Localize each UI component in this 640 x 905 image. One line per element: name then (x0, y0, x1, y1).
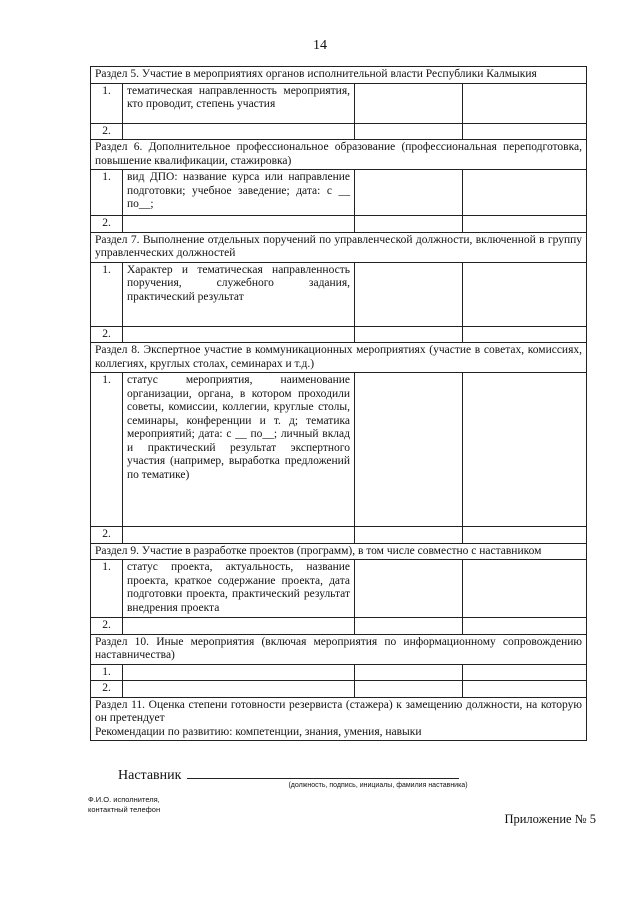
section-11-cell (91, 697, 587, 741)
row-number: 2. (91, 681, 123, 698)
row-number: 1. (91, 373, 123, 527)
table-row (91, 216, 587, 233)
blank-cell[interactable] (355, 326, 463, 343)
section-header-row (91, 543, 587, 560)
row-number: 1. (91, 262, 123, 326)
blank-cell[interactable] (463, 216, 587, 233)
blank-cell[interactable] (355, 170, 463, 216)
table-row (91, 618, 587, 635)
row-description: тематическая направленность мероприятия, кто проводит, степень участия (123, 83, 355, 123)
blank-cell[interactable] (463, 83, 587, 123)
table-row (91, 373, 587, 527)
executor-name-label: Ф.И.О. исполнителя, (88, 795, 160, 804)
blank-cell[interactable] (463, 681, 587, 698)
table-row (91, 527, 587, 544)
row-description (123, 326, 355, 343)
blank-cell[interactable] (463, 123, 587, 140)
row-number: 2. (91, 216, 123, 233)
row-description: статус мероприятия, наименование организации, органа, в котором проходили советы, комиссии, коллегии, круглые столы, семинары, конференции и т. д; тематика мероприятий; дата: с __ по__; личный вклад и практический результат экспертного участия (например, выработка предложений по тематике) (123, 373, 355, 527)
table-row (91, 664, 587, 681)
section-header-row (91, 67, 587, 84)
executor-phone-label: контактный телефон (88, 805, 161, 814)
table-row (91, 560, 587, 618)
row-number: 1. (91, 170, 123, 216)
section-title: Раздел 9. Участие в разработке проектов (программ), в том числе совместно с наставником (91, 543, 587, 560)
section-11 (91, 697, 587, 741)
row-description (123, 527, 355, 544)
row-description: вид ДПО: название курса или направление подготовки; учебное заведение; дата: с __ по__; (123, 170, 355, 216)
table-row (91, 170, 587, 216)
blank-cell[interactable] (463, 560, 587, 618)
section-title: Раздел 5. Участие в мероприятиях органов исполнительной власти Республики Калмыкия (91, 67, 587, 84)
section-title: Раздел 6. Дополнительное профессиональное образование (профессиональная переподготовка, повышение квалификации, стажировка) (91, 140, 587, 170)
section-header-row (91, 140, 587, 170)
row-number: 2. (91, 326, 123, 343)
appendix-label: Приложение № 5 (504, 812, 596, 826)
row-number: 2. (91, 527, 123, 544)
blank-cell[interactable] (463, 326, 587, 343)
mentor-label: Наставник (118, 768, 182, 783)
blank-cell[interactable] (355, 216, 463, 233)
row-description (123, 664, 355, 681)
blank-cell[interactable] (355, 527, 463, 544)
table-row (91, 681, 587, 698)
blank-cell[interactable] (463, 373, 587, 527)
signature-caption: (должность, подпись, инициалы, фамилия наставника) (288, 782, 468, 789)
report-table (90, 66, 587, 741)
section-11-recommendations: Рекомендации по развитию: компетенции, знания, умения, навыки (95, 725, 422, 738)
row-number: 1. (91, 664, 123, 681)
blank-cell[interactable] (355, 262, 463, 326)
row-description (123, 618, 355, 635)
section-title: Раздел 7. Выполнение отдельных поручений по управленческой должности, включенной в группу управленческих должностей (91, 232, 587, 262)
table-row (91, 83, 587, 123)
section-header-row (91, 634, 587, 664)
page-number: 14 (313, 38, 327, 53)
blank-cell[interactable] (355, 83, 463, 123)
section-11-row (91, 697, 587, 741)
row-description (123, 681, 355, 698)
table-row (91, 123, 587, 140)
row-number: 1. (91, 83, 123, 123)
row-number: 1. (91, 560, 123, 618)
blank-cell[interactable] (463, 664, 587, 681)
blank-cell[interactable] (463, 527, 587, 544)
row-description (123, 216, 355, 233)
blank-cell[interactable] (355, 123, 463, 140)
blank-cell[interactable] (463, 618, 587, 635)
row-number: 2. (91, 123, 123, 140)
row-description: статус проекта, актуальность, название проекта, краткое содержание проекта, дата подготовки проекта, практический результат внедрения проекта (123, 560, 355, 618)
row-number: 2. (91, 618, 123, 635)
blank-cell[interactable] (355, 373, 463, 527)
report-table-body (91, 67, 587, 698)
section-header-row (91, 232, 587, 262)
blank-cell[interactable] (355, 681, 463, 698)
blank-cell[interactable] (355, 664, 463, 681)
blank-cell[interactable] (463, 170, 587, 216)
section-title: Раздел 10. Иные мероприятия (включая мероприятия по информационному сопровождению наставничества) (91, 634, 587, 664)
section-11-title: Раздел 11. Оценка степени готовности резервиста (стажера) к замещению должности, на которую он претендует (95, 698, 582, 724)
table-row (91, 326, 587, 343)
blank-cell[interactable] (355, 560, 463, 618)
table-row (91, 262, 587, 326)
executor-info (88, 795, 208, 815)
blank-cell[interactable] (355, 618, 463, 635)
blank-cell[interactable] (463, 262, 587, 326)
row-description: Характер и тематическая направленность поручения, служебного задания, практический результат (123, 262, 355, 326)
row-description (123, 123, 355, 140)
section-title: Раздел 8. Экспертное участие в коммуникационных мероприятиях (участие в советах, комиссиях, коллегиях, круглых столах, семинарах и т.д.) (91, 343, 587, 373)
section-header-row (91, 343, 587, 373)
mentor-signature-line[interactable] (187, 765, 459, 779)
